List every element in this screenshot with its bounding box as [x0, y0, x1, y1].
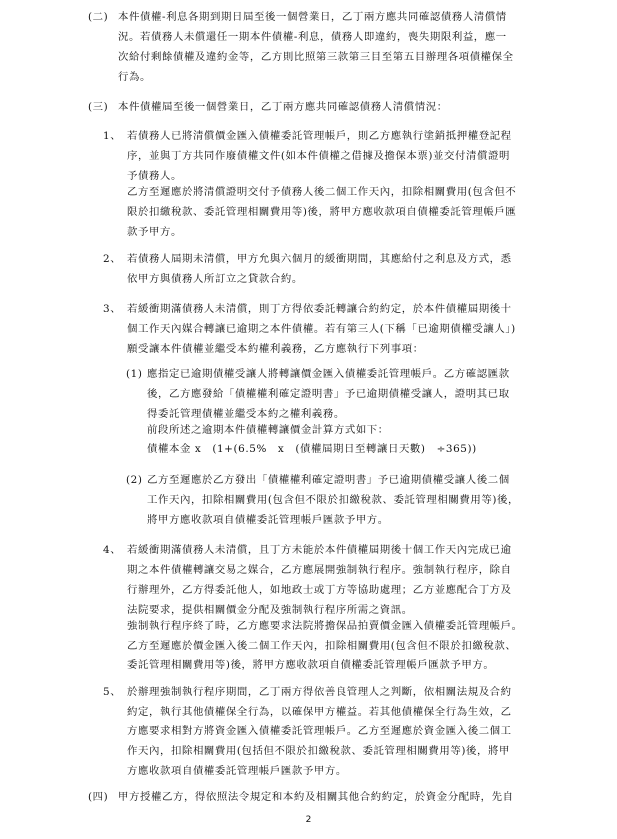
clause-text-line: 況。若債務人未償還任一期本件債權-利息，債務人即違約，喪失期限利益，應一: [118, 31, 507, 43]
item-text-line: 依甲方與債務人所訂立之貸款合約。: [127, 273, 303, 285]
clause-text-line: 甲方授權乙方，得依照法令規定和本約及相關其他合約約定，於資金分配時，先自: [118, 791, 514, 803]
formula-line: 債權本金 x (1+(6.5% x (債權屆期日至轉讓日天數) ÷365)): [147, 443, 477, 455]
clause-marker: (二): [88, 11, 109, 23]
subitem-text-line: 乙方至遲應於乙方發出「債權權利確定證明書」予已逾期債權受讓人後二個: [147, 474, 510, 486]
clause-marker: (三): [88, 101, 109, 113]
item-text-line: 個工作天內媒合轉讓已逾期之本件債權。若有第三人(下稱「已逾期債權受讓人」): [127, 323, 516, 335]
item-text-line: 作天內，扣除相關費用(包括但不限於扣繳稅款、委託管理相關費用等)後，將甲: [127, 745, 510, 757]
subitem-text-line: 前段所述之逾期本件債權轉讓價金計算方式如下：: [147, 424, 389, 436]
item-text-line: 若債務人屆期未清償，甲方允與六個月的緩衝期間，其應給付之利息及方式，悉: [127, 253, 512, 265]
item-text-line: 序，並與丁方共同作廢債權文件(如本件債權之借據及擔保本票)並交付清償證明: [127, 150, 510, 162]
item-text-line: 於辦理強制執行程序期間，乙丁兩方得依善良管理人之判斷，依相關法規及合約: [127, 686, 512, 698]
page-number: 2: [305, 815, 312, 825]
item-marker: 4、: [103, 544, 122, 556]
item-text-line: 法院要求，提供相關價金分配及強制執行程序所需之資訊。: [127, 604, 413, 616]
item-marker: 1、: [103, 130, 122, 142]
subitem-text-line: 工作天內，扣除相關費用(包含但不限於扣繳稅款、委託管理相關費用等)後，: [147, 494, 519, 506]
item-marker: 2、: [103, 253, 122, 265]
item-text-line: 委託管理相關費用等)後，將甲方應收款項自債權委託管理帳戶匯款予甲方。: [127, 659, 495, 671]
item-text-line: 願受讓本件債權並繼受本約權利義務，乙方應執行下列事項：: [127, 343, 424, 355]
item-text-line: 方應要求相對方將資金匯入債權委託管理帳戶。乙方至遲應於資金匯入後二個工: [127, 725, 512, 737]
subitem-text-line: 將甲方應收款項自債權委託管理帳戶匯款予甲方。: [147, 514, 389, 526]
clause-text-line: 本件債權屆至後一個營業日，乙丁兩方應共同確認債務人清償情況：: [118, 101, 448, 113]
item-text-line: 強制執行程序終了時，乙方應要求法院將擔保品拍賣價金匯入債權委託管理帳戶。: [127, 620, 523, 632]
clause-marker: (四): [88, 791, 109, 803]
subitem-marker: (1): [126, 368, 143, 380]
clause-text-line: 次給付剩餘債權及違約金等，乙方則比照第三款第三目至第五目辦理各項債權保全: [118, 51, 514, 63]
subitem-marker: (2): [126, 474, 143, 486]
subitem-text-line: 得委託管理債權並繼受本約之權利義務。: [147, 408, 345, 420]
item-text-line: 若債務人已將清償價金匯入債權委託管理帳戶，則乙方應執行塗銷抵押權登記程: [127, 130, 512, 142]
item-text-line: 若緩衝期滿債務人未清償，則丁方得依委託轉讓合約約定，於本件債權屆期後十: [127, 303, 512, 315]
item-marker: 5、: [103, 686, 122, 698]
item-text-line: 約定，執行其他債權保全行為，以確保甲方權益。若其他債權保全行為生效，乙: [127, 706, 512, 718]
item-text-line: 方應收款項自債權委託管理帳戶匯款予甲方。: [127, 765, 347, 777]
clause-text-line: 行為。: [118, 71, 151, 83]
item-text-line: 期之本件債權轉讓交易之媒合，乙方應展開強制執行程序。強制執行程序，除自: [127, 564, 512, 576]
subitem-text-line: 後，乙方應發給「債權權利確定證明書」予已逾期債權受讓人，證明其已取: [147, 388, 510, 400]
item-text-line: 行辦理外，乙方得委託他人，如地政士或丁方等協助處理；乙方並應配合丁方及: [127, 584, 512, 596]
item-text-line: 若緩衝期滿債務人未清償，且丁方未能於本件債權屆期後十個工作天內完成已逾: [127, 544, 512, 556]
subitem-text-line: 應指定已逾期債權受讓人將轉讓價金匯入債權委託管理帳戶。乙方確認匯款: [147, 368, 510, 380]
item-text-line: 乙方至遲應於價金匯入後二個工作天內，扣除相關費用(包含但不限於扣繳稅款、: [127, 640, 517, 652]
item-marker: 3、: [103, 303, 122, 315]
item-text-line: 款予甲方。: [127, 226, 182, 238]
item-text-line: 予債務人。: [127, 170, 182, 182]
clause-text-line: 本件債權-利息各期到期日屆至後一個營業日，乙丁兩方應共同確認債務人清償情: [118, 11, 507, 23]
item-text-line: 限於扣繳稅款、委託管理相關費用等)後，將甲方應收款項自債權委託管理帳戶匯: [127, 206, 517, 218]
item-text-line: 乙方至遲應於將清償證明交付予債務人後二個工作天內，扣除相關費用(包含但不: [127, 186, 517, 198]
